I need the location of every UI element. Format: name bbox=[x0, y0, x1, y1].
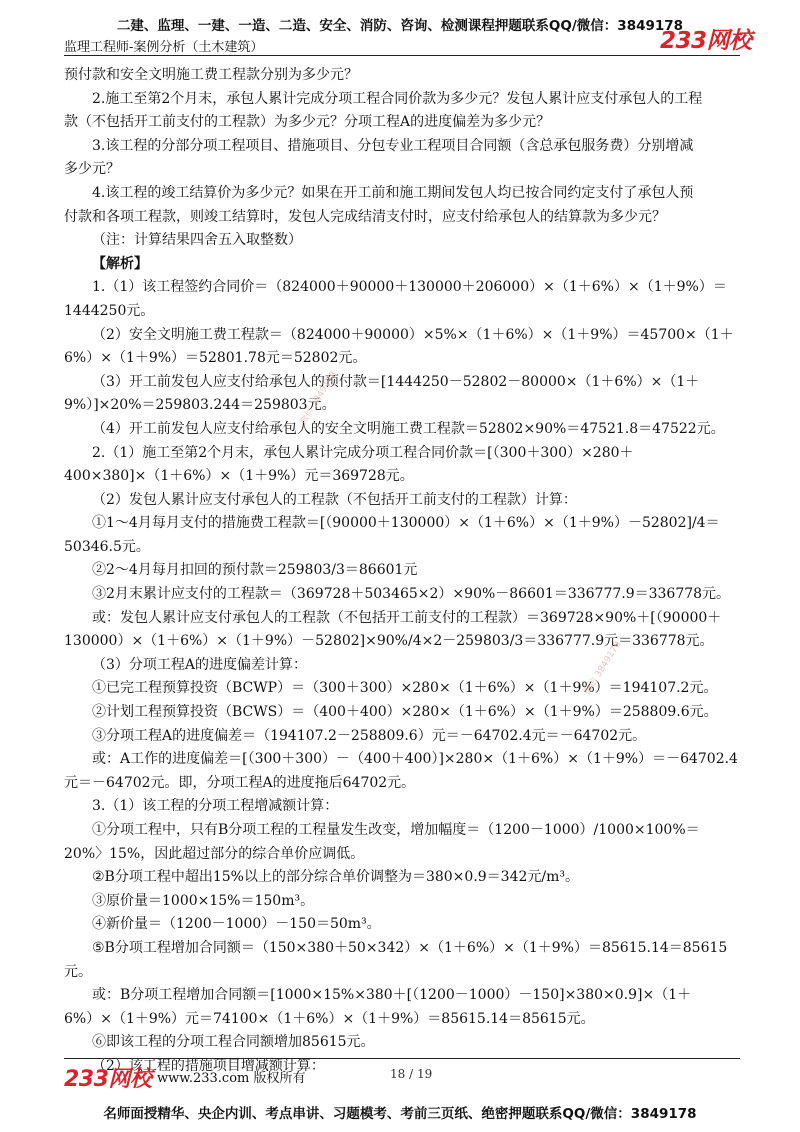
brand-logo-bottom: 233网校 bbox=[64, 1067, 152, 1092]
text-line: 款（不包括开工前支付的工程款）为多少元？分项工程A的进度偏差为多少元？ bbox=[64, 114, 551, 131]
footer-promo-text: 名师面授精华、央企内训、考点串讲、习题模考、考前三页纸、绝密押题联系QQ/微信：3849178 bbox=[103, 1106, 697, 1122]
text-line: （3）分项工程A的进度偏差计算： bbox=[92, 656, 308, 673]
document-body bbox=[64, 64, 740, 1079]
text-line: ④新价量＝（1200－1000）－150＝50m³。 bbox=[92, 916, 381, 933]
text-line: 元＝－64702元。即，分项工程A的进度拖后64702元。 bbox=[64, 774, 416, 791]
text-line: ③分项工程A的进度偏差＝（194107.2－258809.6）元＝－64702.4元＝－64702元。 bbox=[92, 727, 647, 744]
text-line: ②B分项工程中超出15%以上的部分综合单价调整为＝380×0.9＝342元/m³。 bbox=[92, 869, 579, 886]
text-line: 4.该工程的竣工结算价为多少元？如果在开工前和施工期间发包人均已按合同约定支付了承包人预 bbox=[92, 184, 694, 201]
footer-copyright: www.233.com 版权所有 bbox=[157, 1071, 306, 1086]
footer-divider bbox=[64, 1058, 740, 1059]
header-divider bbox=[64, 55, 740, 56]
analysis-heading: 【解析】 bbox=[92, 255, 148, 272]
text-line: ①已完工程预算投资（BCWP）＝（300＋300）×280×（1＋6%）×（1＋9%）＝194107.2元。 bbox=[92, 680, 718, 697]
text-line: ①1～4月每月支付的措施费工程款＝[（90000＋130000）×（1＋6%）×（1＋9%）－52802]/4＝ bbox=[92, 515, 720, 532]
text-line: 或：A工作的进度偏差＝[（300＋300）－（400＋400）]×280×（1＋6%）×（1＋9%）＝－64702.4 bbox=[92, 751, 738, 768]
text-line: 1.（1）该工程签约合同价＝（824000＋90000＋130000＋206000）×（1＋6%）×（1＋9%）＝ bbox=[92, 279, 727, 296]
text-line: 3.（1）该工程的分项工程增减额计算： bbox=[92, 798, 339, 815]
text-line: 或：发包人累计应支付承包人的工程款（不包括开工前支付的工程款）＝369728×90%＋[（90000＋ bbox=[92, 609, 722, 626]
text-line: 3.该工程的分部分项工程项目、措施项目、分包专业工程项目合同额（含总承包服务费）分别增减 bbox=[92, 137, 694, 154]
text-line: 400×380]×（1＋6%）×（1＋9%）元＝369728元。 bbox=[64, 468, 414, 485]
text-line: ③2月末累计应支付的工程款＝（369728＋503465×2）×90%－86601＝336777.9＝336778元。 bbox=[92, 586, 731, 603]
text-line: 2.施工至第2个月末，承包人累计完成分项工程合同价款为多少元？发包人累计应支付承包人的工程 bbox=[92, 90, 703, 107]
text-line: 130000）×（1＋6%）×（1＋9%）－52802]×90%/4×2－259803/3＝336777.9元＝336778元。 bbox=[64, 633, 714, 650]
text-line: ②2～4月每月扣回的预付款＝259803/3＝86601元 bbox=[92, 562, 418, 579]
text-line: 6%）×（1＋9%）＝52801.78元＝52802元。 bbox=[64, 350, 367, 367]
text-line: 1444250元。 bbox=[64, 302, 155, 319]
text-line: 多少元？ bbox=[64, 161, 120, 178]
text-line: 2.（1）施工至第2个月末，承包人累计完成分项工程合同价款＝[（300＋300）×280＋ bbox=[92, 444, 634, 461]
page-number: 18 / 19 bbox=[390, 1067, 433, 1081]
header-promo-text: 二建、监理、一建、一造、二造、安全、消防、咨询、检测课程押题联系QQ/微信：3849178 bbox=[116, 18, 684, 34]
text-line: （2）发包人累计应支付承包人的工程款（不包括开工前支付的工程款）计算： bbox=[92, 491, 577, 508]
watermark-text: 微信 3849178 bbox=[582, 639, 624, 697]
document-subtitle: 监理工程师-案例分析（土木建筑） bbox=[64, 40, 264, 55]
text-line: ②计划工程预算投资（BCWS）＝（400＋400）×280×（1＋6%）×（1＋9%）＝258809.6元。 bbox=[92, 704, 718, 721]
text-line: ③原价量＝1000×15%＝150m³。 bbox=[92, 892, 315, 909]
text-line: 20%〉15%，因此超过部分的综合单价应调低。 bbox=[64, 845, 365, 862]
brand-logo-top: 233网校 bbox=[660, 28, 752, 54]
text-line: （注：计算结果四舍五入取整数） bbox=[92, 232, 302, 249]
text-line: 9%）]×20%＝259803.244＝259803元。 bbox=[64, 397, 336, 414]
text-line: 付款和各项工程款，则竣工结算时，发包人完成结清支付时，应支付给承包人的结算款为多少元？ bbox=[64, 208, 666, 225]
text-line: ⑥即该工程的分项工程合同额增加85615元。 bbox=[92, 1034, 375, 1051]
text-line: 6%）×（1＋9%）元＝74100×（1＋6%）×（1＋9%）＝85615.14＝85615元。 bbox=[64, 1010, 595, 1027]
text-line: 或：B分项工程增加合同额＝[1000×15%×380＋[（1200－1000）－150]×380×0.9]×（1＋ bbox=[92, 987, 692, 1004]
text-line: （3）开工前发包人应支付给承包人的预付款＝[1444250－52802－80000×（1＋6%）×（1＋ bbox=[92, 373, 700, 390]
text-line: （2）该工程的措施项目增减额计算： bbox=[92, 1057, 325, 1074]
text-line: ⑤B分项工程增加合同额＝（150×380＋50×342）×（1＋6%）×（1＋9%）＝85615.14＝85615元。 bbox=[64, 939, 728, 980]
text-line: 预付款和安全文明施工费工程款分别为多少元？ bbox=[64, 67, 358, 83]
watermark-text: 微信 3849178 bbox=[298, 369, 340, 427]
text-line: （2）安全文明施工费工程款＝（824000＋90000）×5%×（1＋6%）×（1＋9%）＝45700×（1＋ bbox=[92, 326, 734, 343]
text-line: ①分项工程中，只有B分项工程的工程量发生改变，增加幅度＝（1200－1000）/1000×100%＝ bbox=[92, 822, 700, 838]
text-line: （4）开工前发包人应支付给承包人的安全文明施工费工程款＝52802×90%＝47521.8＝47522元。 bbox=[92, 420, 725, 437]
text-line: 50346.5元。 bbox=[64, 538, 150, 555]
